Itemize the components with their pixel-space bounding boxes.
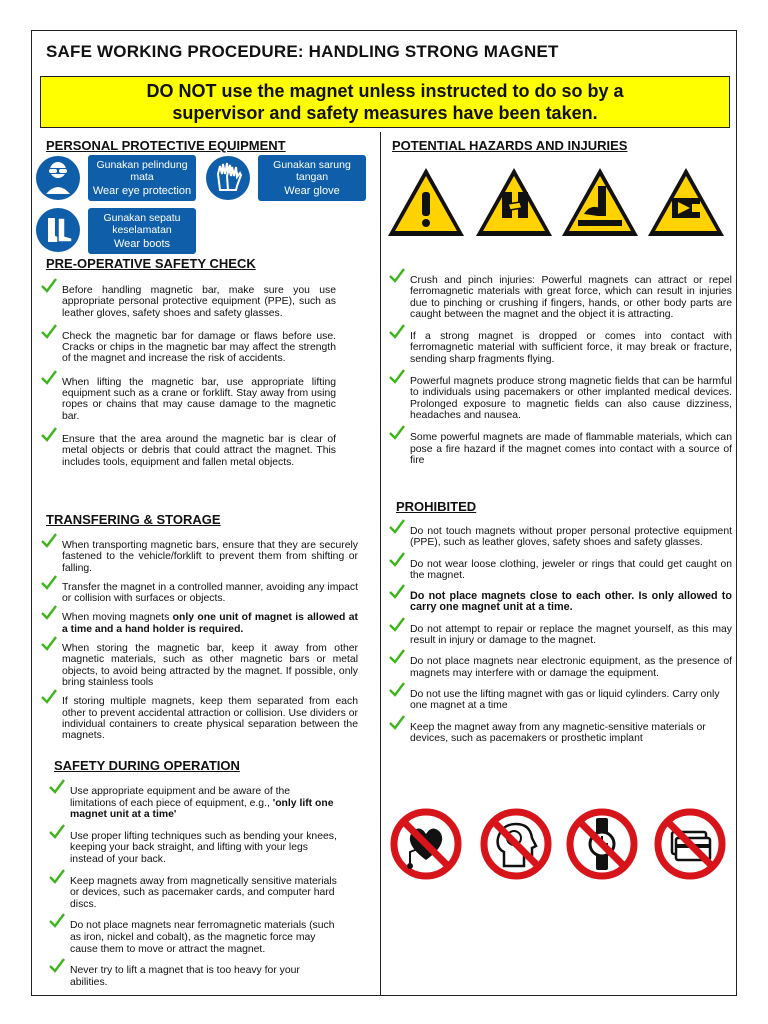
check-icon — [40, 532, 58, 548]
transfering-list — [40, 540, 358, 749]
list-item-bold: 'only lift one magnet unit at a time' — [70, 797, 334, 821]
hazards-title: POTENTIAL HAZARDS AND INJURIES — [392, 138, 628, 153]
check-icon — [40, 604, 58, 620]
list-item-text: . Is only allowed to carry one magnet unit at a time. — [410, 590, 732, 614]
no-pacemaker-icon — [390, 808, 462, 880]
list-item-text: Check the magnetic bar for damage or flaws before use. Cracks or chips in the magnetic bar may affect the strength of the magnet and increase the risk of accidents. — [62, 330, 336, 365]
list-item-text: Transfer the magnet in a controlled manner, avoiding any impact or collision with surfaces or objects. — [62, 581, 358, 605]
check-icon — [388, 551, 406, 567]
check-icon — [40, 688, 58, 704]
safety-operation-title: SAFETY DURING OPERATION — [54, 758, 240, 773]
ppe-label-glove — [258, 155, 366, 201]
list-item-bold: only one unit of magnet is allowed at a time and a hand holder is required. — [62, 612, 358, 635]
list-item — [40, 612, 358, 635]
check-icon — [388, 681, 406, 697]
list-item-text: Powerful magnets produce strong magnetic fields that can be harmful to individuals using pacemakers or other implanted medical devices. Prolonged exposure to magnetic fields can also cause dizziness, headaches and nausea. — [410, 376, 732, 421]
list-item-text: Do not use the lifting magnet with gas or liquid cylinders. Carry only one magnet at a time — [410, 688, 720, 712]
ppe-label-eye-ms: Gunakan pelindung mata — [96, 159, 188, 183]
exclamation-warning-icon — [384, 164, 468, 240]
list-item-text: Use appropriate equipment and be aware of the limitations of each piece of equipment, e.g., — [70, 786, 291, 809]
list-item — [388, 722, 732, 745]
list-item-text: Use proper lifting techniques such as bending your knees, keeping your back straight, and lifting with your legs instead of your back. — [70, 830, 337, 865]
column-divider — [380, 132, 381, 996]
prohibited-list — [388, 526, 732, 752]
no-cards-icon — [654, 808, 726, 880]
check-icon — [40, 574, 58, 590]
check-icon — [48, 868, 66, 884]
list-item — [40, 331, 336, 365]
list-item — [48, 876, 338, 911]
check-icon — [388, 424, 406, 440]
check-icon — [388, 518, 406, 534]
check-icon — [40, 323, 58, 339]
list-item-text: If a strong magnet is dropped or comes into contact with ferromagnetic material with sufficient force, it may break or fracture, sending sharp fragments flying. — [410, 331, 732, 365]
pre-operative-title: PRE-OPERATIVE SAFETY CHECK — [46, 256, 256, 271]
safety-operation-list — [48, 786, 338, 996]
boots-icon — [36, 208, 80, 252]
pre-operative-list — [40, 285, 336, 476]
list-item — [40, 377, 336, 422]
goggles-icon — [36, 156, 80, 200]
check-icon — [388, 648, 406, 664]
list-item — [388, 689, 732, 712]
no-watch-icon — [566, 808, 638, 880]
ppe-title: PERSONAL PROTECTIVE EQUIPMENT — [46, 138, 286, 153]
list-item — [388, 624, 732, 647]
check-icon — [48, 957, 66, 973]
no-implant-icon — [480, 808, 552, 880]
list-item — [48, 786, 338, 821]
prohibited-title: PROHIBITED — [396, 499, 477, 514]
list-item-text: When lifting the magnetic bar, use appropriate lifting equipment such as a crane or forklift. Stay away from using ropes or chains that may cause damage to the magnetic bar. — [62, 376, 336, 422]
crush-hazard-icon — [472, 164, 556, 240]
list-item-text: Never try to lift a magnet that is too heavy for your abilities. — [70, 965, 300, 988]
check-icon — [388, 323, 406, 339]
list-item-text: When storing the magnetic bar, keep it away from other magnetic materials, such as other magnetic bars or metal objects, to avoid being attracted by the magnet. If possible, only bring stainless tools — [62, 643, 358, 688]
hazards-list — [388, 275, 732, 474]
page-title: SAFE WORKING PROCEDURE: HANDLING STRONG MAGNET — [46, 42, 559, 61]
ppe-label-eye-en: Wear eye protection — [92, 185, 192, 197]
list-item-text: Crush and pinch injuries: Powerful magnets can attract or repel ferromagnetic materials with great force, which can result in injuries due to pinching or crushing if fingers, hands, or other body parts are caught between the magnet and the object it is attracting. — [410, 275, 732, 320]
list-item — [40, 434, 336, 468]
list-item — [388, 526, 732, 549]
list-item — [388, 275, 732, 320]
list-item — [40, 582, 358, 605]
check-icon — [48, 912, 66, 928]
list-item-text: Do not place magnets near ferromagnetic materials (such as iron, nickel and cobalt), as the magnetic force may cause them to move or attract the magnet. — [70, 920, 335, 955]
hand-injury-hazard-icon — [644, 164, 728, 240]
ppe-label-boots — [88, 208, 196, 254]
list-item — [388, 656, 732, 679]
list-item-text: Before handling magnetic bar, make sure you use appropriate personal protective equipment (PPE), such as leather gloves, safety shoes and safety glasses. — [62, 285, 336, 319]
ppe-label-glove-ms: Gunakan sarung tangan — [273, 159, 351, 183]
list-item-text: Do not touch magnets without proper personal protective equipment (PPE), such as leather gloves, safety shoes and safety glasses. — [410, 526, 732, 549]
list-item-text: Do not attempt to repair or replace the magnet yourself, as this may result in injury or damage to the magnet. — [410, 623, 732, 647]
list-item-text: When transporting magnetic bars, ensure that they are securely fastened to the vehicle/forklift to prevent them from shifting or falling. — [62, 540, 358, 574]
ppe-label-boots-en: Wear boots — [113, 238, 171, 250]
list-item — [388, 559, 732, 582]
list-item-text: When moving magnets — [62, 612, 173, 624]
glove-icon — [206, 156, 250, 200]
check-icon — [40, 277, 58, 293]
ppe-label-eye — [88, 155, 196, 201]
list-item — [48, 831, 338, 866]
pinch-hazard-icon — [558, 164, 642, 240]
list-item-text: Do not place magnets near electronic equipment, as the presence of magnets may interfere with or damage the equipment. — [410, 656, 732, 679]
list-item-text: If storing multiple magnets, keep them separated from each other to prevent accidental attraction or collision. Use dividers or individual containers to create physical separation between the magnets. — [62, 696, 358, 742]
check-icon — [40, 369, 58, 385]
list-item — [40, 285, 336, 319]
list-item — [388, 432, 732, 466]
check-icon — [388, 583, 406, 599]
list-item-text: Ensure that the area around the magnetic bar is clear of metal objects or debris that could attract the magnet. This includes tools, equipment and fallen metal objects. — [62, 433, 336, 468]
list-item — [40, 540, 358, 574]
transfering-title: TRANSFERING & STORAGE — [46, 512, 221, 527]
list-item-text: Keep magnets away from magnetically sensitive materials or devices, such as pacemaker cards, and computer hard discs. — [70, 875, 337, 910]
check-icon — [40, 426, 58, 442]
check-icon — [48, 778, 66, 794]
ppe-label-boots-ms: Gunakan sepatu keselamatan — [103, 212, 181, 236]
list-item — [388, 331, 732, 365]
list-item — [48, 965, 338, 988]
check-icon — [48, 823, 66, 839]
check-icon — [388, 616, 406, 632]
check-icon — [388, 714, 406, 730]
list-item — [40, 643, 358, 688]
check-icon — [40, 635, 58, 651]
list-item — [388, 591, 732, 614]
list-item — [48, 920, 338, 955]
list-item — [40, 696, 358, 741]
list-item-bold: Do not place magnets close to each other — [410, 590, 632, 603]
list-item — [388, 376, 732, 421]
check-icon — [388, 368, 406, 384]
list-item-text: Some powerful magnets are made of flammable materials, which can pose a fire hazard if the magnet comes into contact with a source of fire — [410, 432, 732, 466]
ppe-label-glove-en: Wear glove — [284, 185, 340, 197]
check-icon — [388, 267, 406, 283]
list-item-text: Do not wear loose clothing, jeweler or rings that could get caught on the magnet. — [410, 558, 732, 581]
list-item-text: Keep the magnet away from any magnetic-sensitive materials or devices, such as pacemakers or prosthetic implant — [410, 721, 706, 744]
warning-banner: DO NOT use the magnet unless instructed to do so by a supervisor and safety measures have been taken. — [40, 76, 730, 128]
